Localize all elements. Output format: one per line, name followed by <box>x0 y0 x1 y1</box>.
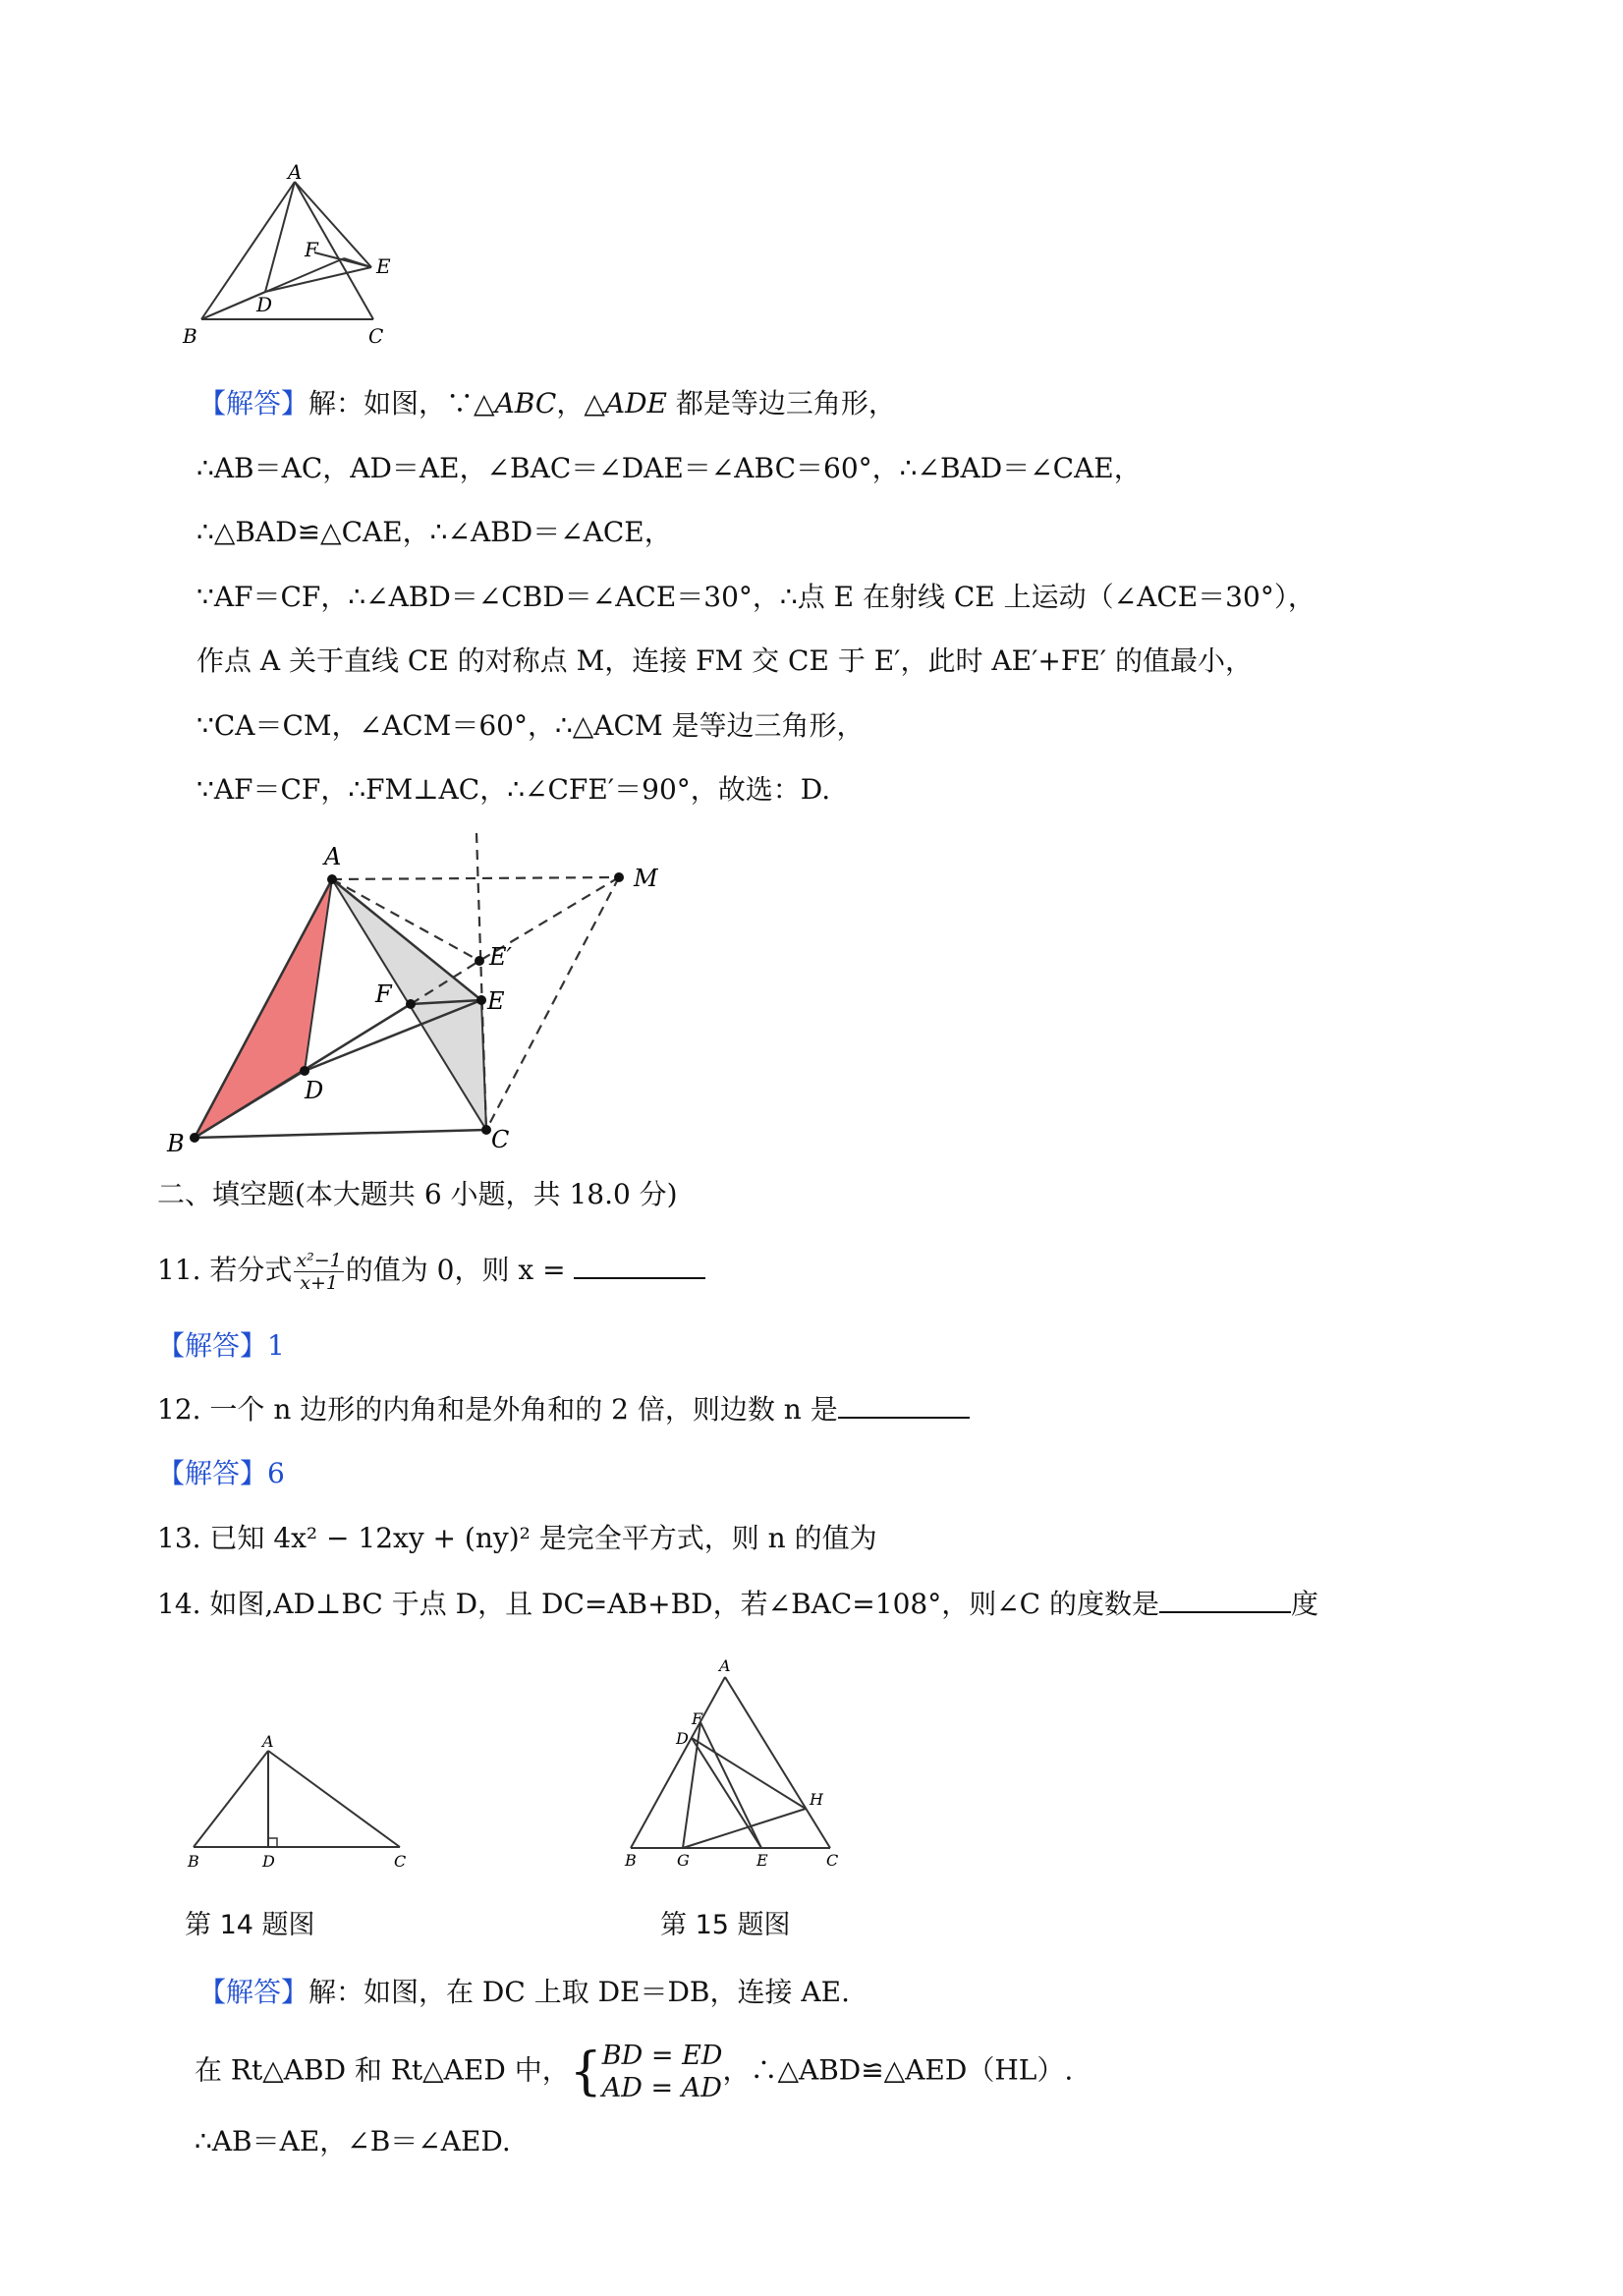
q14-solution-line-1: 【解答】解：如图，在 DC 上取 DE＝DB，连接 AE. <box>198 1976 850 2008</box>
q10-solution-line-2: ∴AB＝AC，AD＝AE，∠BAC＝∠DAE＝∠ABC＝60°，∴∠BAD＝∠CAE， <box>196 452 1142 484</box>
figure-14 <box>182 1729 418 1876</box>
fraction: $\frac{\text{x²−1}}{x+1}$ <box>296 1250 342 1294</box>
caption-figure-15: 第 15 题图 <box>660 1910 791 1940</box>
caption-figure-14: 第 14 题图 <box>185 1910 315 1940</box>
big-label-d: D <box>305 1077 324 1104</box>
q14-solution-line-2: 在 Rt△ABD 和 Rt△AED 中，{ BD = ED AD = AD ，∴△ABD≌△AED（HL）. <box>195 2041 1074 2103</box>
fig14-label-c: C <box>394 1852 407 1871</box>
q10-solution-line-1: 【解答】解：如图，∵△ABC，△ADE 都是等边三角形， <box>198 387 896 420</box>
big-label-e: E <box>487 987 505 1015</box>
top-label-c: C <box>368 324 384 348</box>
top-label-b: B <box>183 324 197 348</box>
top-label-d: D <box>256 293 273 316</box>
big-label-c: C <box>491 1126 510 1153</box>
section-heading: 二、填空题(本大题共 6 小题，共 18.0 分) <box>157 1178 678 1210</box>
fig15-label-b: B <box>625 1851 637 1870</box>
answer-label: 【解答】 <box>198 387 309 420</box>
figure-15 <box>619 1655 855 1872</box>
big-label-a: A <box>324 843 342 870</box>
fig15-label-f: F <box>692 1709 703 1728</box>
big-label-f: F <box>375 980 392 1008</box>
q10-solution-line-5: 作点 A 关于直线 CE 的对称点 M，连接 FM 交 CE 于 E′，此时 AE′+FE′ 的值最小， <box>196 644 1254 677</box>
question-14: 14. 如图,AD⊥BC 于点 D，且 DC=AB+BD，若∠BAC=108°，则∠C 的度数是 度 <box>157 1588 1319 1620</box>
fig15-label-c: C <box>826 1851 839 1870</box>
answer-11: 【解答】1 <box>157 1329 285 1362</box>
fig15-label-a: A <box>719 1656 731 1675</box>
top-label-e: E <box>376 254 391 278</box>
question-13: 13. 已知 4x² − 12xy + (ny)² 是完全平方式，则 n 的值为 <box>157 1522 877 1554</box>
figure-triangle-solution <box>157 825 688 1159</box>
big-label-b: B <box>167 1130 185 1157</box>
fig15-label-d: D <box>676 1729 689 1748</box>
q10-solution-line-3: ∴△BAD≌△CAE，∴∠ABD＝∠ACE， <box>196 516 672 548</box>
fig15-label-h: H <box>810 1790 823 1809</box>
q14-solution-line-3: ∴AB＝AE，∠B＝∠AED. <box>195 2125 511 2157</box>
equation-system: { BD = ED AD = AD <box>569 2041 723 2103</box>
q10-solution-line-6: ∵CA＝CM，∠ACM＝60°，∴△ACM 是等边三角形， <box>196 709 865 742</box>
figure-triangle-top <box>177 162 413 359</box>
big-label-e-prime: E′ <box>489 943 512 971</box>
fig14-label-d: D <box>262 1852 275 1871</box>
q10-solution-line-7: ∵AF＝CF，∴FM⊥AC，∴∠CFE′＝90°，故选：D. <box>196 773 831 806</box>
top-label-a: A <box>288 162 303 184</box>
fig14-label-a: A <box>262 1732 274 1751</box>
question-11: 11. 若分式 $\frac{\text{x²−1}}{x+1}$ 的值为 0，则 x = <box>157 1250 705 1294</box>
answer-blank <box>838 1391 970 1419</box>
answer-blank <box>574 1252 705 1279</box>
answer-blank <box>1159 1586 1291 1613</box>
fig15-label-e: E <box>756 1851 768 1870</box>
big-label-m: M <box>634 865 658 892</box>
question-12: 12. 一个 n 边形的内角和是外角和的 2 倍，则边数 n 是 <box>157 1391 970 1428</box>
answer-12: 【解答】6 <box>157 1457 285 1489</box>
fig15-label-g: G <box>677 1851 690 1870</box>
fig14-label-b: B <box>188 1852 199 1871</box>
top-label-f: F <box>305 238 318 261</box>
q10-solution-line-4: ∵AF＝CF，∴∠ABD＝∠CBD＝∠ACE＝30°，∴点 E 在射线 CE 上运动（∠ACE＝30°）， <box>196 581 1315 613</box>
